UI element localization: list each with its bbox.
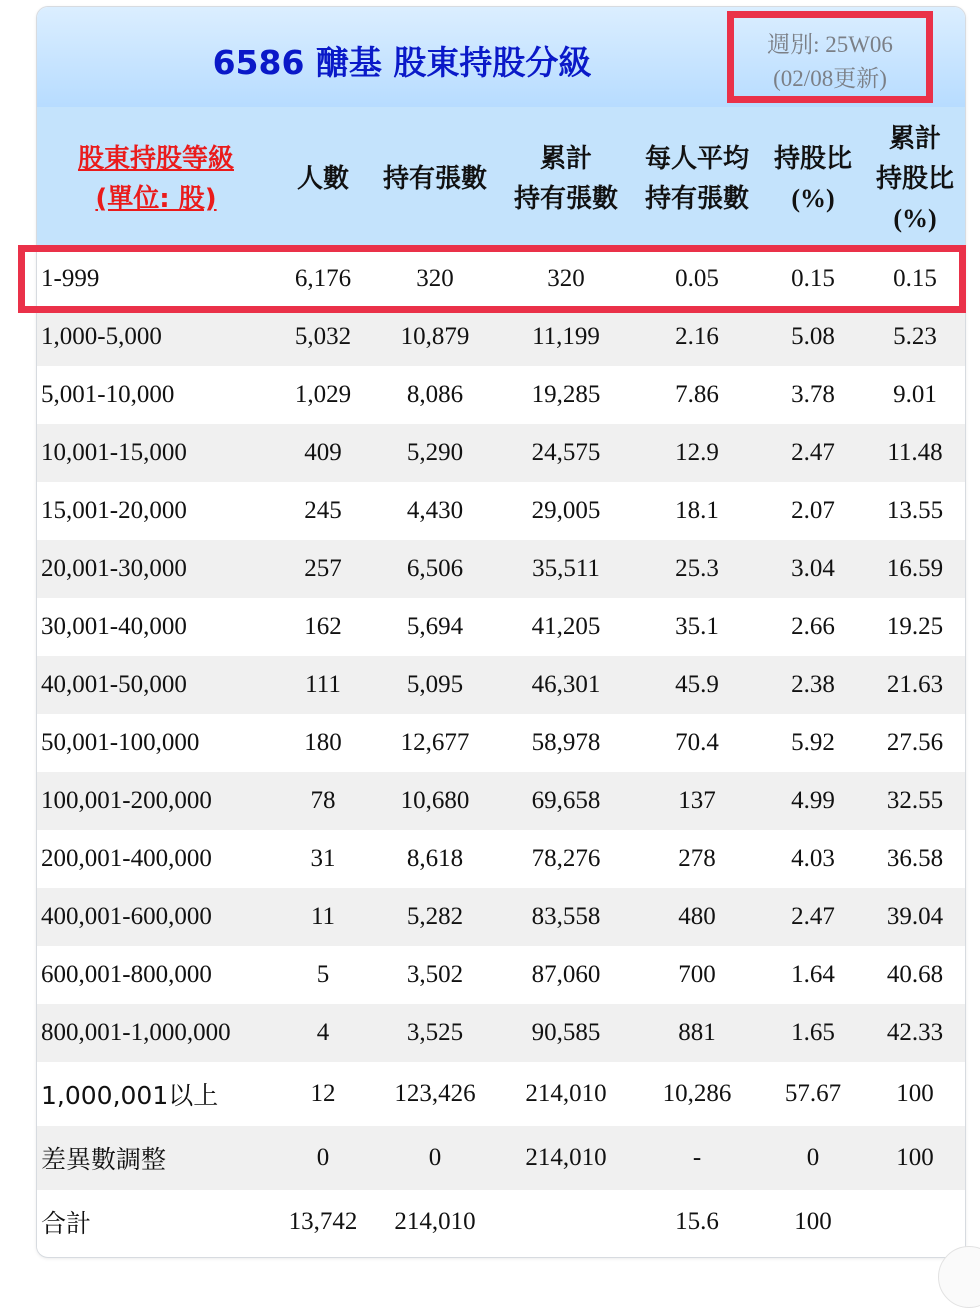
- shareholding-card: [36, 6, 966, 1258]
- cell-ratio: 1.65: [761, 1004, 865, 1062]
- cell-cumulative-ratio: 21.63: [865, 656, 965, 714]
- table-row: [37, 888, 965, 946]
- cell-cumulative-lots: 83,558: [499, 888, 633, 946]
- page-title: 6586 醣基 股東持股分級: [212, 43, 592, 82]
- shareholding-table: [37, 107, 965, 1254]
- cell-cumulative-lots: 29,005: [499, 482, 633, 540]
- cell-lots: 5,290: [371, 424, 499, 482]
- cell-cumulative-lots: 87,060: [499, 946, 633, 1004]
- cell-people: 245: [275, 482, 371, 540]
- cell-average-lots: 480: [633, 888, 761, 946]
- header-level-line1: 股東持股等級: [77, 143, 234, 174]
- table-header-row: [37, 107, 965, 250]
- cell-lots: 10,879: [371, 308, 499, 366]
- cell-average-lots: 700: [633, 946, 761, 1004]
- cell-ratio: 57.67: [761, 1062, 865, 1126]
- cell-lots: 6,506: [371, 540, 499, 598]
- table-body: [37, 250, 965, 1254]
- cell-people: 78: [275, 772, 371, 830]
- header-cum-line1: 累計: [539, 143, 592, 174]
- cell-ratio: 3.78: [761, 366, 865, 424]
- table-row: [37, 1190, 965, 1254]
- cell-cumulative-lots: 69,658: [499, 772, 633, 830]
- cell-people: 31: [275, 830, 371, 888]
- cell-cumulative-lots: 214,010: [499, 1126, 633, 1190]
- header-lots: [371, 107, 499, 250]
- cell-cumulative-lots: 90,585: [499, 1004, 633, 1062]
- cell-average-lots: 10,286: [633, 1062, 761, 1126]
- cell-lots: 3,525: [371, 1004, 499, 1062]
- cell-ratio: 5.08: [761, 308, 865, 366]
- cell-people: 6,176: [275, 250, 371, 308]
- cell-lots: 5,095: [371, 656, 499, 714]
- cell-cumulative-ratio: 11.48: [865, 424, 965, 482]
- cell-ratio: 4.03: [761, 830, 865, 888]
- cell-cumulative-ratio: 19.25: [865, 598, 965, 656]
- table-row: [37, 1126, 965, 1190]
- cell-lots: 0: [371, 1126, 499, 1190]
- cell-cumulative-ratio: 27.56: [865, 714, 965, 772]
- cell-average-lots: 0.05: [633, 250, 761, 308]
- cell-range: 40,001-50,000: [37, 656, 275, 714]
- cell-cumulative-lots: 11,199: [499, 308, 633, 366]
- cell-lots: 4,430: [371, 482, 499, 540]
- cell-range: 1,000,001以上: [37, 1062, 275, 1126]
- cell-lots: 320: [371, 250, 499, 308]
- cell-ratio: 2.47: [761, 888, 865, 946]
- cell-range: 200,001-400,000: [37, 830, 275, 888]
- cell-range: 5,001-10,000: [37, 366, 275, 424]
- cell-people: 0: [275, 1126, 371, 1190]
- cell-average-lots: 70.4: [633, 714, 761, 772]
- cell-people: 180: [275, 714, 371, 772]
- cell-average-lots: 12.9: [633, 424, 761, 482]
- cell-people: 257: [275, 540, 371, 598]
- header-people: [275, 107, 371, 250]
- cell-range: 30,001-40,000: [37, 598, 275, 656]
- cell-lots: 3,502: [371, 946, 499, 1004]
- cell-ratio: 5.92: [761, 714, 865, 772]
- header-cumulative-lots: [499, 107, 633, 250]
- cell-cumulative-lots: [499, 1190, 633, 1254]
- cell-cumulative-ratio: 100: [865, 1062, 965, 1126]
- cell-cumulative-lots: 41,205: [499, 598, 633, 656]
- update-date: (02/08更新): [773, 66, 887, 91]
- cell-range: 合計: [37, 1190, 275, 1254]
- cell-cumulative-lots: 214,010: [499, 1062, 633, 1126]
- cell-average-lots: -: [633, 1126, 761, 1190]
- header-cumulative-ratio: [865, 107, 965, 250]
- week-label: 週別: 25W06: [767, 32, 893, 57]
- cell-people: 1,029: [275, 366, 371, 424]
- cell-cumulative-lots: 46,301: [499, 656, 633, 714]
- table-row: [37, 714, 965, 772]
- cell-lots: 214,010: [371, 1190, 499, 1254]
- header-level-line2: (單位: 股): [95, 183, 217, 214]
- cell-range: 15,001-20,000: [37, 482, 275, 540]
- table-row: [37, 1062, 965, 1126]
- cell-people: 409: [275, 424, 371, 482]
- cell-cumulative-lots: 35,511: [499, 540, 633, 598]
- cell-cumulative-ratio: 39.04: [865, 888, 965, 946]
- table-row: [37, 656, 965, 714]
- header-ratio-line1: 持股比: [773, 143, 852, 174]
- cell-cumulative-lots: 19,285: [499, 366, 633, 424]
- cell-ratio: 0.15: [761, 250, 865, 308]
- table-row: [37, 482, 965, 540]
- cell-cumulative-lots: 78,276: [499, 830, 633, 888]
- header-ratio: [761, 107, 865, 250]
- cell-average-lots: 2.16: [633, 308, 761, 366]
- table-row: [37, 1004, 965, 1062]
- cell-people: 5: [275, 946, 371, 1004]
- cell-lots: 123,426: [371, 1062, 499, 1126]
- table-row: [37, 598, 965, 656]
- cell-range: 20,001-30,000: [37, 540, 275, 598]
- cell-cumulative-ratio: [865, 1190, 965, 1254]
- cell-lots: 8,618: [371, 830, 499, 888]
- cell-average-lots: 15.6: [633, 1190, 761, 1254]
- cell-ratio: 2.38: [761, 656, 865, 714]
- cell-range: 800,001-1,000,000: [37, 1004, 275, 1062]
- header-avg-line1: 每人平均: [644, 143, 749, 174]
- cell-cumulative-ratio: 42.33: [865, 1004, 965, 1062]
- cell-average-lots: 881: [633, 1004, 761, 1062]
- cell-cumulative-lots: 320: [499, 250, 633, 308]
- table-row: [37, 946, 965, 1004]
- cell-lots: 5,694: [371, 598, 499, 656]
- header-avg-line2: 持有張數: [644, 183, 749, 214]
- header-average-lots: [633, 107, 761, 250]
- table-row: [37, 540, 965, 598]
- table-row: [37, 308, 965, 366]
- cell-lots: 5,282: [371, 888, 499, 946]
- cell-people: 12: [275, 1062, 371, 1126]
- table-row: [37, 424, 965, 482]
- header-cumratio-line3: (%): [893, 203, 937, 233]
- cell-average-lots: 45.9: [633, 656, 761, 714]
- cell-cumulative-ratio: 36.58: [865, 830, 965, 888]
- cell-average-lots: 137: [633, 772, 761, 830]
- cell-average-lots: 278: [633, 830, 761, 888]
- cell-range: 1-999: [37, 250, 275, 308]
- cell-ratio: 2.66: [761, 598, 865, 656]
- cell-ratio: 4.99: [761, 772, 865, 830]
- cell-cumulative-ratio: 16.59: [865, 540, 965, 598]
- header-ratio-line2: (%): [791, 183, 835, 213]
- cell-average-lots: 25.3: [633, 540, 761, 598]
- cell-cumulative-ratio: 9.01: [865, 366, 965, 424]
- cell-ratio: 3.04: [761, 540, 865, 598]
- cell-people: 13,742: [275, 1190, 371, 1254]
- header-level-link[interactable]: [37, 107, 275, 250]
- cell-ratio: 2.07: [761, 482, 865, 540]
- header-people-label: 人數: [296, 163, 349, 194]
- cell-people: 111: [275, 656, 371, 714]
- cell-average-lots: 18.1: [633, 482, 761, 540]
- week-info-box: [727, 11, 933, 103]
- cell-cumulative-ratio: 40.68: [865, 946, 965, 1004]
- cell-lots: 8,086: [371, 366, 499, 424]
- cell-cumulative-lots: 24,575: [499, 424, 633, 482]
- table-row: [37, 830, 965, 888]
- cell-average-lots: 35.1: [633, 598, 761, 656]
- table-row: [37, 250, 965, 308]
- header-cum-line2: 持有張數: [513, 183, 618, 214]
- cell-range: 差異數調整: [37, 1126, 275, 1190]
- cell-range: 600,001-800,000: [37, 946, 275, 1004]
- table-row: [37, 772, 965, 830]
- cell-people: 5,032: [275, 308, 371, 366]
- cell-cumulative-ratio: 100: [865, 1126, 965, 1190]
- cell-cumulative-ratio: 13.55: [865, 482, 965, 540]
- cell-cumulative-ratio: 0.15: [865, 250, 965, 308]
- cell-cumulative-lots: 58,978: [499, 714, 633, 772]
- cell-range: 400,001-600,000: [37, 888, 275, 946]
- cell-lots: 12,677: [371, 714, 499, 772]
- cell-lots: 10,680: [371, 772, 499, 830]
- header-cumratio-line1: 累計: [888, 123, 941, 154]
- cell-people: 11: [275, 888, 371, 946]
- cell-range: 50,001-100,000: [37, 714, 275, 772]
- cell-people: 4: [275, 1004, 371, 1062]
- header-lots-label: 持有張數: [382, 163, 487, 194]
- cell-ratio: 0: [761, 1126, 865, 1190]
- cell-cumulative-ratio: 5.23: [865, 308, 965, 366]
- cell-range: 1,000-5,000: [37, 308, 275, 366]
- cell-range: 100,001-200,000: [37, 772, 275, 830]
- cell-people: 162: [275, 598, 371, 656]
- cell-average-lots: 7.86: [633, 366, 761, 424]
- cell-range: 10,001-15,000: [37, 424, 275, 482]
- cell-ratio: 2.47: [761, 424, 865, 482]
- table-row: [37, 366, 965, 424]
- cell-cumulative-ratio: 32.55: [865, 772, 965, 830]
- header-cumratio-line2: 持股比: [875, 163, 954, 194]
- cell-ratio: 1.64: [761, 946, 865, 1004]
- cell-ratio: 100: [761, 1190, 865, 1254]
- title-bar: [37, 7, 965, 107]
